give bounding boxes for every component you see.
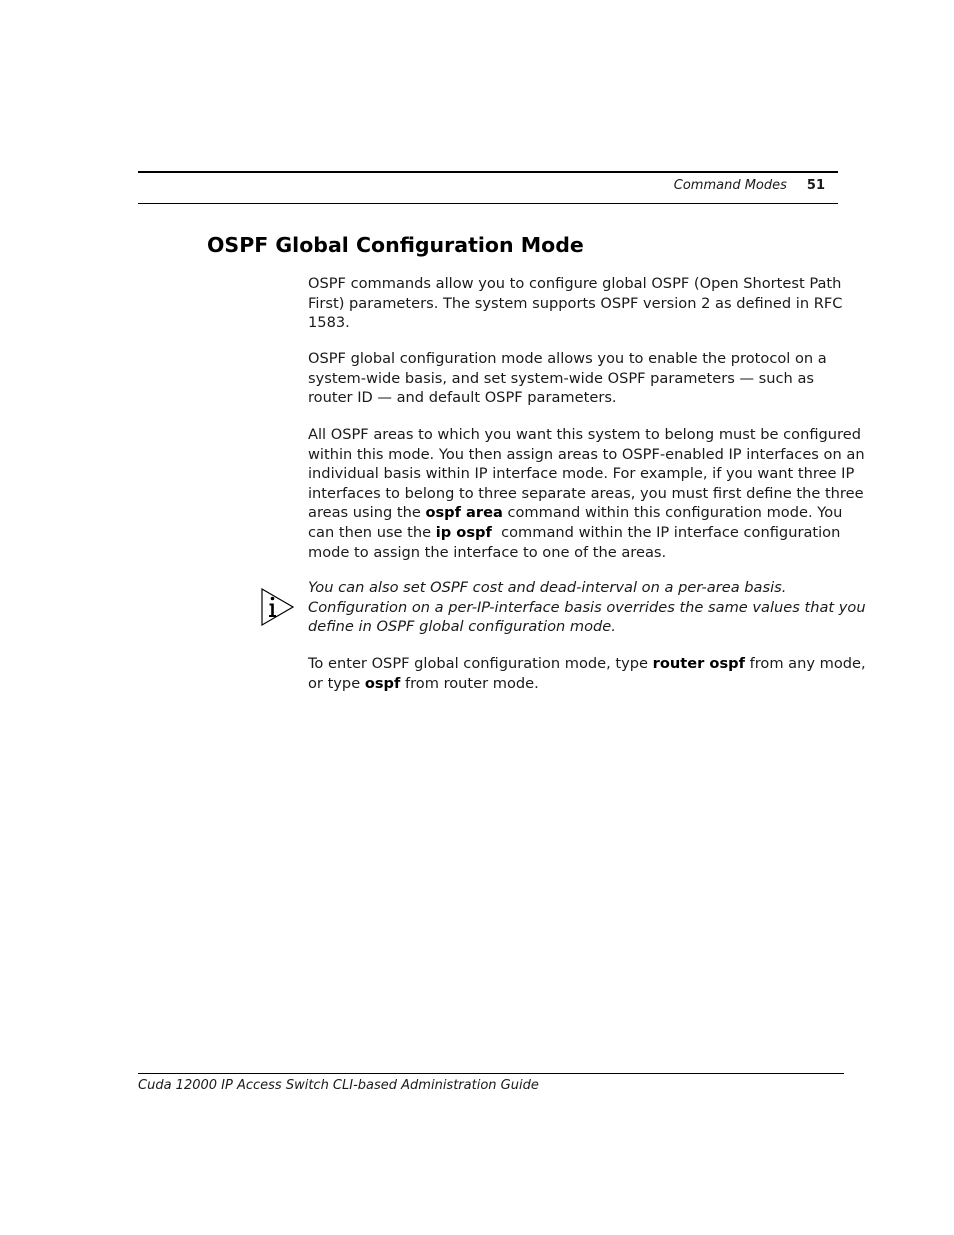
text-run: command within the IP interface configuration [491, 523, 841, 541]
paragraph-line: All OSPF areas to which you want this system to belong must be configured [308, 426, 861, 443]
paragraph-line: First) parameters. The system supports OSPF version 2 as defined in RFC [308, 294, 843, 312]
header-bottom-rule [138, 203, 838, 204]
paragraph-ospf-areas [308, 425, 865, 562]
paragraph-line: individual basis within IP interface mode. For example, if you want three IP [308, 465, 855, 483]
note-line: define in OSPF global configuration mode. [308, 618, 616, 636]
page-number: 51 [806, 178, 825, 193]
text-run: from router mode. [400, 674, 539, 692]
text-run: can then use the [308, 523, 436, 541]
section-title: OSPF Global Configuration Mode [207, 233, 584, 257]
paragraph-line: router ID — and default OSPF parameters. [308, 389, 617, 407]
paragraph-global-mode [308, 349, 840, 408]
paragraph-line: 1583. [308, 314, 350, 332]
paragraph-line: interfaces to belong to three separate areas, you must first define the three [308, 484, 864, 502]
footer-rule [138, 1073, 844, 1074]
text-run: areas using the [308, 504, 426, 522]
paragraph-line [308, 674, 840, 694]
paragraph-line: OSPF global configuration mode allows you to enable the protocol on a [308, 350, 827, 367]
note-paragraph [308, 578, 866, 637]
text-run: from any mode, [744, 655, 866, 672]
paragraph-line: OSPF commands allow you to configure global OSPF (Open Shortest Path [308, 275, 842, 292]
paragraph-line [308, 523, 840, 543]
command-ospf: ospf [364, 674, 401, 692]
command-ip-ospf: ip ospf [435, 523, 492, 541]
running-head-section: Command Modes [673, 178, 787, 193]
paragraph-line [308, 654, 866, 674]
paragraph-line: within this mode. You then assign areas to OSPF-enabled IP interfaces on an [308, 445, 865, 463]
paragraph-enter-mode [308, 654, 866, 693]
text-run: or type [308, 674, 365, 692]
header-top-rule [138, 171, 838, 173]
paragraph-line: mode to assign the interface to one of the areas. [308, 543, 667, 561]
paragraph-line [308, 503, 843, 523]
command-ospf-area: ospf area [425, 504, 503, 522]
paragraph-line: system-wide basis, and set system-wide OSPF parameters — such as [308, 369, 814, 387]
footer-title: Cuda 12000 IP Access Switch CLI-based Administration Guide [138, 1078, 539, 1093]
paragraph-ospf-commands [308, 274, 843, 333]
info-note-icon [260, 587, 296, 627]
text-run: To enter OSPF global configuration mode, type [308, 655, 653, 672]
command-router-ospf: router ospf [652, 655, 745, 672]
note-line: Configuration on a per-IP-interface basis overrides the same values that you [308, 598, 866, 616]
running-head [674, 178, 825, 194]
note-line: You can also set OSPF cost and dead-interval on a per-area basis. [308, 579, 787, 596]
text-run: command within this configuration mode. You [502, 504, 843, 522]
